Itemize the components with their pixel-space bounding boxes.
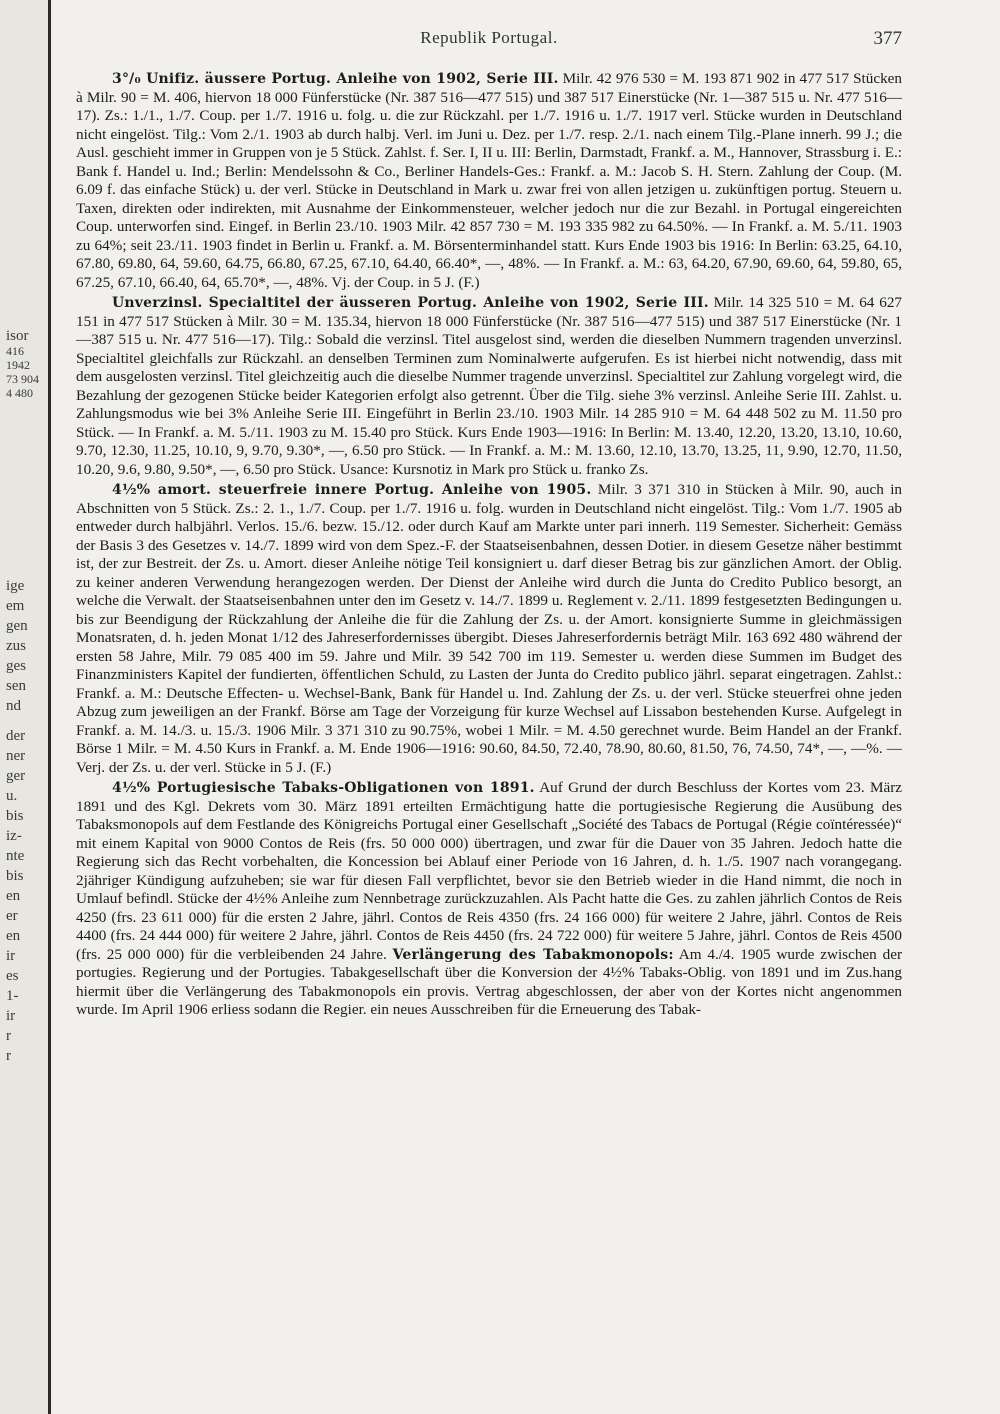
gutter-text: bis: [6, 868, 24, 884]
gutter-text: 73 904: [6, 372, 39, 386]
entry-body: Auf Grund der durch Beschluss der Kortes vom 23. März 1891 und des Kgl. Dekrets vom 30. März 1891 erteilten Ermächtigung hatte die portugiesische Regierung die Ausübung des Tabaksmonopols auf dem Festlande des Königreichs Portugal einer Gesellschaft „Société des Tabacs de Portugal (Régie coïntéressée)“ mit einem Kapital von 9000 Contos de Reis (frs. 50 000 000) übertragen, und zwar für die Dauer von 35 Jahren. Jedoch hatte die Regierung sich das Recht vorbehalten, die Koncession bei Ablauf einer Periode von 16 Jahren, d. h. 1./5. 1907 nach vorangegang. 2jähriger Kündigung aufzuheben; sie war für diesen Fall verpflichtet, bevor sie den Betrieb wieder in die Hand nimmt, die noch in Umlauf befindl. Stücke der 4½% Anleihe zum Nennbetrage zurückzuzahlen. Als Pacht hatte die Ges. zu zahlen jährlich Contos de Reis 4250 (frs. 23 611 000) für die ersten 2 Jahre, jährl. Contos de Reis 4350 (frs. 24 166 000) für weitere 2 Jahre, jährl. Contos de Reis 4400 (frs. 24 444 000) für weitere 2 Jahre, jährl. Contos de Reis 4450 (frs. 24 722 000) für weitere 5 Jahre, jährl. Contos de Reis 4500 (frs. 25 000 000) für die verbleibenden 24 Jahre.: [76, 779, 902, 963]
gutter-text: 1942: [6, 358, 30, 372]
gutter-text: ir: [6, 948, 16, 964]
gutter-text: er: [6, 908, 18, 924]
running-title: Republik Portugal.: [420, 28, 558, 47]
left-margin-fragment: [0, 0, 51, 1414]
entry-tabaks-obligationen-1891: [76, 779, 902, 1020]
entry-body: Milr. 42 976 530 = M. 193 871 902 in 477 517 Stücken à Milr. 90 = M. 406, hiervon 18 000 Fünferstücke (Nr. 387 516—477 515) und 387 517 Einerstücke (Nr. 1—387 515 u. Nr. 477 516—17). Zs.: 1./1., 1./7. Coup. per 1./7. 1916 u. folg. u. die zur Rückzahl. per 1./7. 1916 u. 1./7. 1917 verl. Stücke wurden in Deutschland nicht eingelöst. Tilg.: Vom 2./1. 1903 ab durch halbj. Verl. im Juni u. Dez. per 1./7. resp. 2./1. nach einem Tilg.-Plane innerh. 99 J.; die Ausl. geschieht immer in Gruppen von je 5 Stück. Zahlst. f. Ser. I, II u. III: Berlin, Darmstadt, Frankf. a. M., Hannover, Strassburg i. E.: Bank f. Handel u. Ind.; Berlin: Mendelssohn & Co., Berliner Handels-Ges.: Frankf. a. M.: Jacob S. H. Stern. Zahlung der Coup. (M. 6.09 f. das einfache Stück) u. der verl. Stücke in Deutschland in Mark u. zwar frei von allen jetzigen u. zukünftigen portug. Steuern u. Taxen, direkten oder indirekten, mit Ausnahme der Einkommensteuer, welcher jedoch nur die zur Bezahl. in Portugal eingereichten Coup. unterworfen sind. Eingef. in Berlin 23./10. 1903 Milr. 42 857 730 = M. 193 335 982 zu 64.50%. — In Frankf. a. M. 5./11. 1903 zu 64%; seit 23./11. 1903 findet in Berlin u. Frankf. a. M. Börsenterminhandel statt. Kurs Ende 1903 bis 1916: In Berlin: 63.25, 64.10, 67.80, 69.80, 64, 59.60, 64.75, 66.80, 67.25, 67.10, 64.40, 66.40*, —, 48%. — In Frankf. a. M.: 63, 64.20, 67.90, 69.60, 64, 59.80, 65, 67.25, 67.10, 66.40, 64, 65.70*, —, 48%. Vj. der Coup. in 5 J. (F.): [76, 70, 902, 291]
entry-body: Milr. 3 371 310 in Stücken à Milr. 90, auch in Abschnitten von 5 Stück. Zs.: 2. 1., 1./7. Coup. per 1./7. 1916 u. folg. wurden in Deutschland nicht eingelöst. Tilg.: Vom 1./7. 1905 ab entweder durch halbjährl. Verlos. 15./6. bezw. 15./12. oder durch Kauf am Markte unter pari innerh. 119 Semester. Sicherheit: Gemäss der Basis 3 des Gesetzes v. 14./7. 1899 wird von dem Spez.-F. der Staatseisenbahnen, dessen Dotier. in diesem Gesetze näher bestimmt ist, der zur Bestreit. der Zs. u. Amort. dieser Anleihe nötige Teil konsigniert u. darf dieser Betrag bis zur gänzlichen Amort. der Oblig. zu keiner anderen Verwendung herangezogen werden. Der Dienst der Anleihe wird durch die Junta do Credito Publico besorgt, an welche die Verwalt. der Staatseisenbahnen unter den im Gesetz v. 14./7. 1899 u. Reglement v. 2./11. 1899 festgesetzten Bedingungen u. bis zur Beendigung der Rückzahlung der Anleihe die für die Zahlung der Zs. u. der Amort. konsignierte Summe in gleichmässigen Monatsraten, d. h. jeden Monat 1/12 des Jahreserfordernisses übergibt. Dieses Jahreserfordernis beträgt Milr. 163 692 480 während der ersten 58 Jahre, Milr. 79 085 400 im 59. Jahre und Milr. 39 542 700 im 119. Semester u. werden diese Summen im Budget des Finanzministers Kapitel der fundierten, öffentlichen Schuld, zu Lasten der Junta do Credito publico jährl. separat eingetragen. Zahlst.: Frankf. a. M.: Deutsche Effecten- u. Wechsel-Bank, Bank für Handel u. Ind. Zahlung der Zs. u. der verl. Stücke steuerfrei ohne jeden Abzug zum jeweiligen an der Frankf. Börse am Tage der Vorzeigung für kurze Wechsel auf Lissabon bestehenden Kurse. Aufgelegt in Frankf. a. M. 14./3. u. 15./3. 1906 Milr. 3 371 310 zu 90.75%, wobei 1 Milr. = M. 4.50 gerechnet wurde. Beim Handel an der Frankf. Börse 1 Milr. = M. 4.50 Kurs in Frankf. a. M. Ende 1906—1916: 90.60, 84.50, 72.40, 78.90, 80.60, 81.50, 76, 74.50, 74*, —, —%. — Verj. der Zs. u. der verl. Stücke in 5 J. (F.): [76, 481, 903, 776]
gutter-text: ger: [6, 768, 26, 784]
gutter-text: gen: [6, 618, 28, 634]
gutter-text: 1-: [6, 988, 19, 1004]
entry-body-continued: Am 4./4. 1905 wurde zwischen der portugies. Regierung und der Portugies. Tabakgesellschaft über die Konversion der 4½% Tabaks-Oblig. von 1891 und im Zus.hang hiermit über die Verlängerung des Tabakmonopols ein provis. Vertrag abgeschlossen, der aber von der Kortes nicht angenommen wurde. Im April 1906 erliess sodann die Regier. ein neues Ausschreiben für die Erneuerung des Tabak-: [76, 945, 902, 1018]
gutter-text: en: [6, 928, 21, 944]
entry-heading: 4½% amort. steuerfreie innere Portug. Anleihe von 1905.: [112, 482, 592, 498]
entry-heading: 4½% Portugiesische Tabaks-Obligationen von 1891.: [112, 780, 535, 796]
gutter-text: es: [6, 968, 19, 984]
gutter-text: nte: [6, 848, 25, 864]
entry-specialtitel-1902: [76, 294, 902, 479]
page-number: 377: [873, 28, 902, 49]
gutter-text: en: [6, 888, 21, 904]
entry-innere-anleihe-1905: [76, 481, 902, 777]
gutter-text: iz-: [6, 828, 22, 844]
gutter-text: r: [6, 1028, 11, 1044]
gutter-text: zus: [6, 638, 26, 654]
entry-unifiz-anleihe-1902: [76, 70, 902, 292]
gutter-text: ige: [6, 578, 25, 594]
gutter-text: r: [6, 1048, 11, 1064]
gutter-text: 4 480: [6, 386, 33, 400]
running-header: [76, 28, 902, 56]
entry-heading: 3°/₀ Unifiz. äussere Portug. Anleihe von 1902, Serie III.: [112, 71, 559, 87]
gutter-text: sen: [6, 678, 26, 694]
gutter-text: der: [6, 728, 26, 744]
gutter-text: bis: [6, 808, 24, 824]
gutter-text: ges: [6, 658, 26, 674]
entry-subheading: Verlängerung des Tabakmonopols:: [392, 946, 674, 963]
page-body: [76, 70, 902, 1022]
gutter-text: ir: [6, 1008, 16, 1024]
gutter-text: em: [6, 598, 25, 614]
gutter-text: nd: [6, 698, 21, 714]
gutter-text: isor: [6, 328, 29, 344]
gutter-text: u.: [6, 788, 18, 804]
gutter-text: 416: [6, 344, 24, 358]
entry-heading: Unverzinsl. Specialtitel der äusseren Portug. Anleihe von 1902, Serie III.: [112, 295, 709, 311]
entry-body: Milr. 14 325 510 = M. 64 627 151 in 477 517 Stücken à Milr. 30 = M. 135.34, hiervon 18 000 Fünferstücke (Nr. 387 516—477 515) und 387 517 Einerstücke (Nr. 1—387 515 u. Nr. 477 516—17). Tilg.: Sobald die verzinsl. Titel ausgelost sind, werden die dieselben Nummern tragenden unverzinsl. Specialtitel gleichfalls zur Rückzahl. an denselben Terminen zum Nominalwerte aufgerufen. Es ist hierbei nicht notwendig, dass mit dem ausgelosten verzinsl. Titel gleichzeitig auch die dieselbe Nummer tragende unverzinsl. Specialtitel zur Zahlung vorgelegt wird, die Bezahlung der gezogenen Stücke beider Kategorien erfolgt also getrennt. Über die Tilg. siehe 3% verzinsl. Anleihe Serie III. Zahlst. u. Zahlungsmodus wie bei 3% Anleihe Serie III. Eingeführt in Berlin 23./10. 1903 Milr. 14 285 910 = M. 64 448 502 zu M. 11.50 pro Stück. — In Frankf. a. M. 5./11. 1903 zu M. 15.40 pro Stück. Kurs Ende 1903—1916: In Berlin: M. 13.40, 12.20, 13.20, 13.10, 10.60, 9.70, 12.30, 11.25, 10.10, 9, 9.70, 9.30*, —, 6.50 pro Stück. — In Frankf. a. M.: M. 13.60, 12.10, 13.70, 13.25, 11, 9.90, 12.70, 11.50, 10.20, 9.6, 9.80, 9.50*, —, 6.50 pro Stück. Usance: Kursnotiz in Mark pro Stück u. franko Zs.: [76, 294, 903, 478]
gutter-text: ner: [6, 748, 26, 764]
